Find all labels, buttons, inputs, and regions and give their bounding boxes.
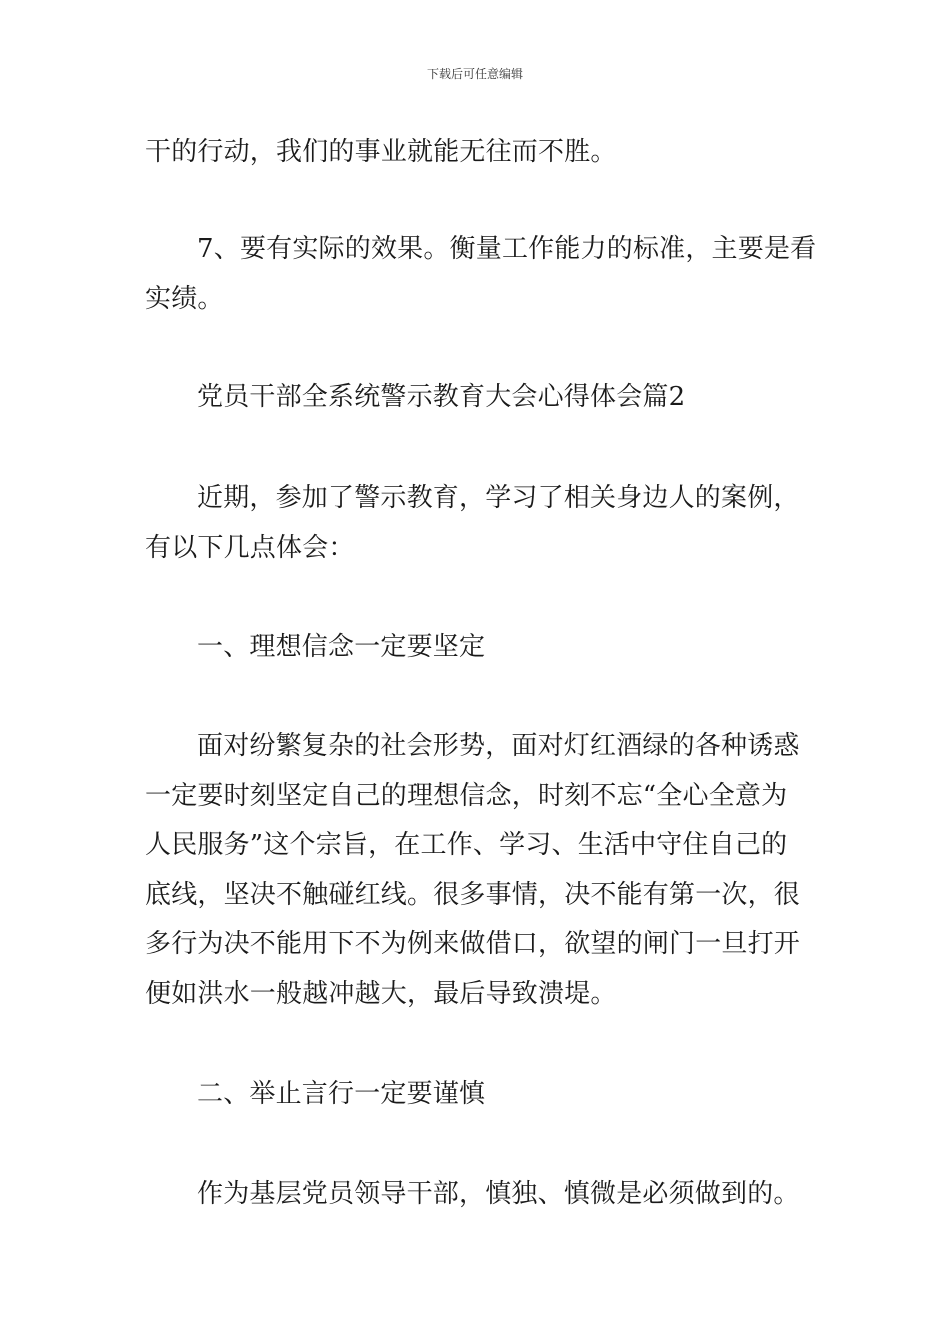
text-line: 近期，参加了警示教育，学习了相关身边人的案例， xyxy=(197,483,800,513)
paragraph-continuation xyxy=(145,128,810,178)
section-title xyxy=(145,373,810,423)
page-header: 下载后可任意编辑 xyxy=(426,67,523,81)
text-line: 实绩。 xyxy=(145,283,224,314)
text-line: 有以下几点体会： xyxy=(145,532,355,563)
text-line: 二、举止言行一定要谨慎 xyxy=(197,1079,486,1109)
text-line: 党员干部全系统警示教育大会心得体会篇2 xyxy=(197,382,686,412)
text-line: 面对纷繁复杂的社会形势，面对灯红酒绿的各种诱惑 xyxy=(197,731,800,761)
text-line: 便如洪水一般越冲越大，最后导致溃堤。 xyxy=(145,978,617,1009)
paragraph-ideals xyxy=(145,722,810,1019)
subheading-one xyxy=(145,623,810,673)
text-line: 底线，坚决不触碰红线。很多事情，决不能有第一次，很 xyxy=(145,879,801,910)
text-line: 一、理想信念一定要坚定 xyxy=(197,632,486,662)
paragraph-point-7 xyxy=(145,225,817,324)
text-line: 一定要时刻坚定自己的理想信念，时刻不忘“全心全意为 xyxy=(145,780,788,811)
text-line: 作为基层党员领导干部，慎独、慎微是必须做到的。 xyxy=(197,1179,800,1209)
paragraph-intro xyxy=(145,474,810,573)
subheading-two xyxy=(145,1070,810,1120)
text-line: 多行为决不能用下不为例来做借口，欲望的闸门一旦打开 xyxy=(145,929,801,959)
paragraph-prudence xyxy=(145,1170,810,1220)
text-line: 7、要有实际的效果。衡量工作能力的标准，主要是看 xyxy=(197,234,817,264)
text-line: 人民服务”这个宗旨，在工作、学习、生活中守住自己的 xyxy=(145,830,788,860)
text-line: 干的行动，我们的事业就能无往而不胜。 xyxy=(145,137,617,167)
